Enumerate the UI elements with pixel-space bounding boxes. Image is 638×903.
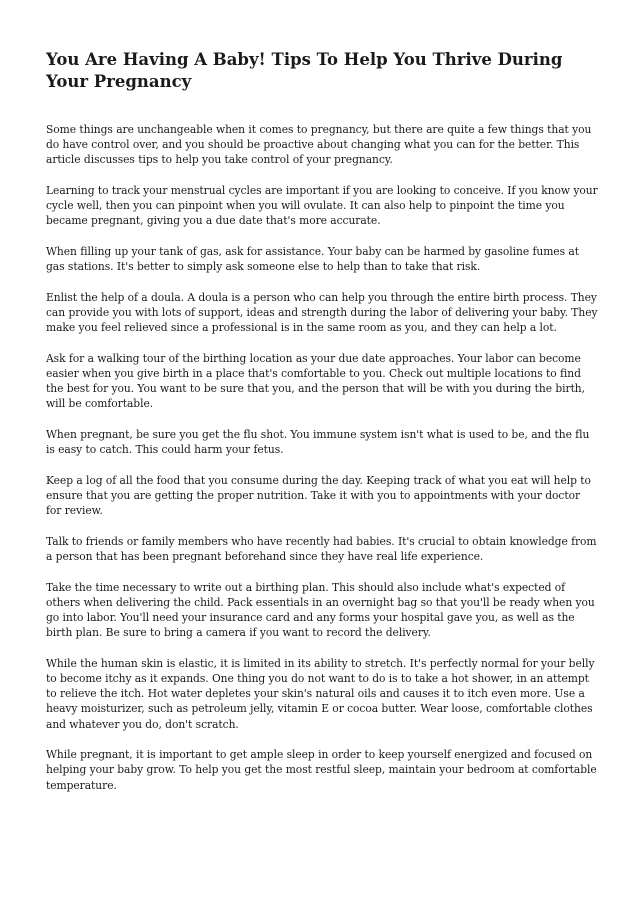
paragraph: While the human skin is elastic, it is limited in its ability to stretch. It's perfectly normal for your belly to become itchy as it expands. One thing you do not want to do is to take a hot shower, in an attempt to relieve the itch. Hot water depletes your skin's natural oils and causes it to itch even more. Use a heavy moisturizer, such as petroleum jelly, vitamin E or cocoa butter. Wear loose, comfortable clothes and whatever you do, don't scratch. [46,656,595,731]
paragraph: When filling up your tank of gas, ask for assistance. Your baby can be harmed by gasoline fumes at gas stations. It's better to simply ask someone else to help than to take that risk. [46,245,579,274]
paragraph: Take the time necessary to write out a birthing plan. This should also include what's expected of others when delivering the child. Pack essentials in an overnight bag so that you'll be ready when you go into labor. You'll need your insurance card and any forms your hospital gave you, as well as the birth plan. Be sure to bring a camera if you want to record the delivery. [46,580,595,640]
paragraph: Ask for a walking tour of the birthing location as your due date approaches. Your labor can become easier when you give birth in a place that's comfortable to you. Check out multiple locations to find the best for you. You want to be sure that you, and the person that will be with you during the birth, will be comfortable. [46,351,585,411]
paragraph: Keep a log of all the food that you consume during the day. Keeping track of what you eat will help to ensure that you are getting the proper nutrition. Take it with you to appointments with your doctor for review. [46,473,591,518]
paragraph: When pregnant, be sure you get the flu shot. You immune system isn't what is used to be, and the flu is easy to catch. This could harm your fetus. [46,428,590,457]
document-title: You Are Having A Baby! Tips To Help You Thrive During Your Pregnancy [46,50,563,91]
paragraph: While pregnant, it is important to get ample sleep in order to keep yourself energized and focused on helping your baby grow. To help you get the most restful sleep, maintain your bedroom at comfortable temperature. [46,748,597,792]
document-page [46,49,598,808]
paragraph: Enlist the help of a doula. A doula is a person who can help you through the entire birth process. They can provide you with lots of support, ideas and strength during the labor of delivering your baby. They make you feel relieved since a professional is in the same room as you, and they can help a lot. [46,290,598,335]
paragraph: Talk to friends or family members who have recently had babies. It's crucial to obtain knowledge from a person that has been pregnant beforehand since they have real life experience. [46,534,597,563]
paragraph: Learning to track your menstrual cycles are important if you are looking to conceive. If you know your cycle well, then you can pinpoint when you will ovulate. It can also help to pinpoint the time you became pregnant, giving you a due date that's more accurate. [46,184,598,228]
paragraph: Some things are unchangeable when it comes to pregnancy, but there are quite a few things that you do have control over, and you should be proactive about changing what you can for the better. This article discusses tips to help you take control of your pregnancy. [46,123,592,167]
